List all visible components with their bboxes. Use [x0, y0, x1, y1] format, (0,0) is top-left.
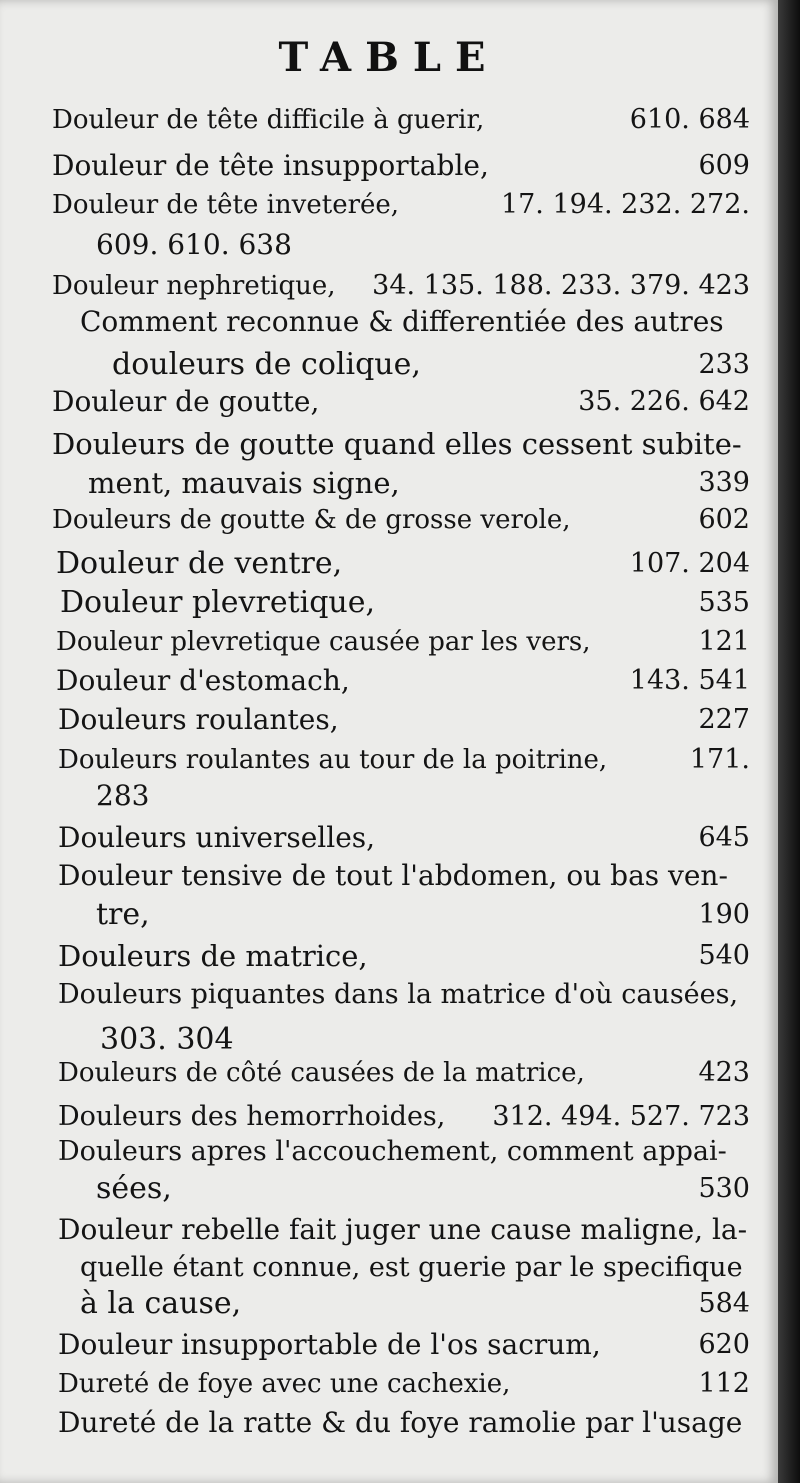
entry-page-numbers: 143. 541: [629, 665, 750, 696]
entry-page-numbers: 35. 226. 642: [578, 386, 750, 417]
entry-text: Douleurs des hemorrhoides,: [58, 1101, 446, 1132]
entry-text: Douleur de tête insupportable,: [52, 149, 489, 182]
entry-text: Douleur d'estomach,: [56, 664, 350, 697]
index-line: [0, 225, 778, 265]
index-line: [0, 740, 778, 780]
index-line: [0, 185, 778, 225]
page-title: TABLE: [278, 34, 500, 81]
entry-page-numbers: 610. 684: [629, 104, 750, 135]
entry-text: Comment reconnue & differentiée des autres: [80, 305, 724, 338]
entry-text: Douleur de goutte,: [52, 385, 320, 418]
entry-text: Douleur plevretique causée par les vers,: [56, 627, 591, 657]
index-line: [0, 424, 778, 464]
entry-text: Douleurs universelles,: [58, 821, 376, 854]
entry-text: douleurs de colique,: [112, 347, 421, 382]
entry-text: quelle étant connue, est guerie par le specifique: [80, 1252, 743, 1283]
entry-page-numbers: 620: [698, 1329, 750, 1360]
entry-page-numbers: 602: [698, 504, 750, 535]
entry-text: 303. 304: [100, 1022, 234, 1057]
entry-page-numbers: 339: [698, 467, 750, 498]
index-line: [0, 1284, 778, 1324]
entry-text: Douleurs de goutte & de grosse verole,: [52, 505, 571, 535]
entry-text: Douleurs de côté causées de la matrice,: [58, 1058, 585, 1088]
index-line: [0, 661, 778, 701]
index-line: [0, 345, 778, 385]
index-line: [0, 463, 778, 503]
entry-text: Douleurs de matrice,: [58, 939, 368, 973]
entry-page-numbers: 535: [698, 587, 750, 618]
index-line: [0, 1097, 778, 1137]
index-line: [0, 302, 778, 342]
index-line: [0, 1210, 778, 1250]
entry-text: à la cause,: [80, 1286, 242, 1321]
index-line: [0, 1403, 778, 1443]
index-line: [0, 700, 778, 740]
index-line: [0, 1325, 778, 1365]
entry-text: Douleur nephretique,: [52, 271, 336, 301]
entry-text: Dureté de la ratte & du foye ramolie par l'usage: [58, 1406, 743, 1439]
page-edge-shadow: [778, 0, 800, 1483]
index-line: [0, 975, 778, 1015]
entry-page-numbers: 17. 194. 232. 272.: [500, 189, 750, 220]
index-line: [0, 1169, 778, 1209]
entry-text: sées,: [96, 1171, 172, 1206]
entry-page-numbers: 609: [698, 150, 750, 181]
entry-page-numbers: 107. 204: [629, 548, 750, 579]
entry-text: Douleurs piquantes dans la matrice d'où causées,: [58, 979, 739, 1010]
index-line: [0, 146, 778, 186]
index-line: [0, 583, 778, 623]
entry-page-numbers: 584: [698, 1288, 750, 1319]
entry-text: tre,: [96, 897, 150, 932]
index-line: [0, 1364, 778, 1404]
index-line: [0, 856, 778, 896]
index-line: [0, 500, 778, 540]
entry-text: Douleur de ventre,: [56, 546, 343, 581]
entry-page-numbers: 34. 135. 188. 233. 379. 423: [372, 270, 750, 301]
entry-text: 609. 610. 638: [96, 228, 292, 261]
entry-text: Douleur plevretique,: [60, 585, 376, 620]
entry-page-numbers: 312. 494. 527. 723: [492, 1101, 750, 1132]
index-line: [0, 266, 778, 306]
index-line: [0, 622, 778, 662]
entry-text: Douleurs roulantes au tour de la poitrine,: [58, 745, 608, 775]
entry-page-numbers: 530: [698, 1173, 750, 1204]
entry-text: ment, mauvais signe,: [88, 466, 400, 500]
index-line: [0, 936, 778, 976]
entry-text: Dureté de foye avec une cachexie,: [58, 1369, 511, 1399]
entry-page-numbers: 645: [698, 822, 750, 853]
entry-text: Douleur rebelle fait juger une cause maligne, la-: [58, 1213, 748, 1246]
entry-page-numbers: 540: [698, 940, 750, 971]
entry-text: Douleur de tête inveterée,: [52, 190, 400, 220]
entry-page-numbers: 190: [698, 899, 750, 930]
index-line: [0, 1248, 778, 1288]
index-line: [0, 895, 778, 935]
entry-text: Douleur insupportable de l'os sacrum,: [58, 1328, 601, 1361]
entry-text: Douleur tensive de tout l'abdomen, ou bas ven-: [58, 859, 728, 892]
index-line: [0, 544, 778, 584]
index-line: [0, 818, 778, 858]
entry-text: 283: [96, 779, 150, 812]
entry-page-numbers: 423: [698, 1057, 750, 1088]
index-line: [0, 776, 778, 816]
entry-text: Douleur de tête difficile à guerir,: [52, 105, 485, 135]
entry-page-numbers: 121: [698, 626, 750, 657]
entry-text: Douleurs apres l'accouchement, comment appai-: [58, 1136, 727, 1167]
entry-page-numbers: 233: [698, 349, 750, 380]
entry-page-numbers: 171.: [689, 744, 750, 775]
index-line: [0, 100, 778, 140]
index-line: [0, 1132, 778, 1172]
entry-text: Douleurs de goutte quand elles cessent subite-: [52, 427, 742, 461]
index-line: [0, 382, 778, 422]
entry-page-numbers: 227: [698, 704, 750, 735]
entry-text: Douleurs roulantes,: [58, 703, 339, 736]
index-line: [0, 1053, 778, 1093]
entry-page-numbers: 112: [698, 1368, 750, 1399]
